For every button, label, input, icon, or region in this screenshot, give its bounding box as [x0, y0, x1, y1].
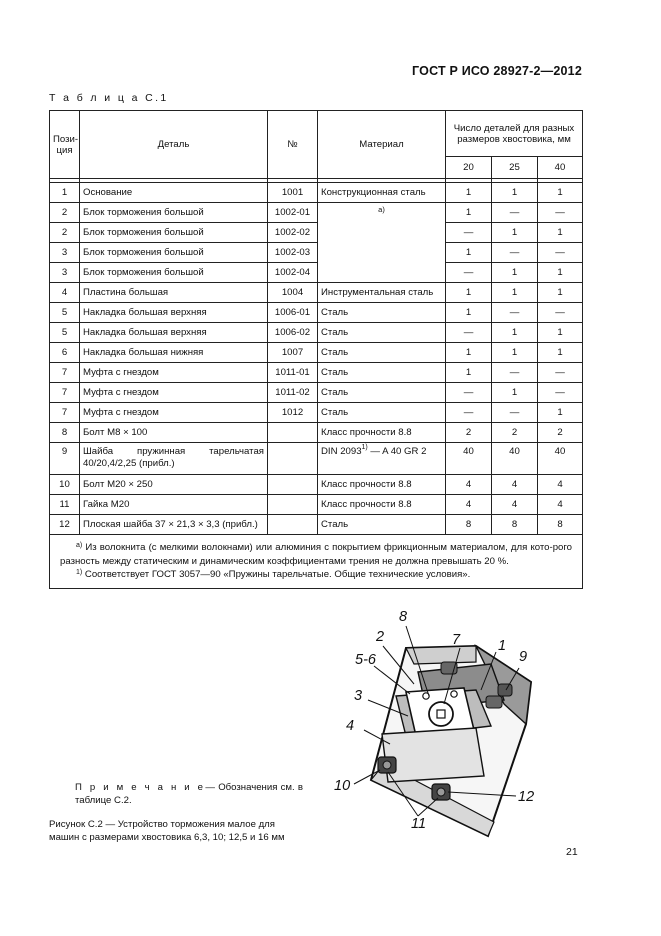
callout-label: 12 [518, 789, 535, 805]
header-count-group: Число деталей для разных размеров хвостовика, мм [446, 111, 583, 157]
table-row [50, 323, 583, 343]
cell-count-20: 4 [446, 475, 492, 495]
table-row [50, 283, 583, 303]
cell-position: 3 [50, 243, 80, 263]
cell-material: Сталь [318, 343, 446, 363]
cell-part: Муфта с гнездом [80, 363, 268, 383]
cell-part: Болт М20 × 250 [80, 475, 268, 495]
cell-count-40: 1 [538, 283, 583, 303]
footnote-1 [60, 568, 572, 582]
cell-material: Сталь [318, 363, 446, 383]
cell-count-20: 1 [446, 363, 492, 383]
table-row [50, 475, 583, 495]
cell-part: Болт М8 × 100 [80, 423, 268, 443]
cell-count-25: 1 [492, 283, 538, 303]
footnote-a-text: Из волокнита (с мелкими волокнами) или алюминия с покрытием фрикционным материалом, для кото-рого разность между статическим и динамическим коэффициентами трения не должна превышать 20 %. [60, 542, 572, 567]
cell-count-25: — [492, 403, 538, 423]
cell-count-25: 1 [492, 263, 538, 283]
footnote-1-text: Соответствует ГОСТ 3057—90 «Пружины тарельчатые. Общие технические условия». [84, 569, 471, 580]
cell-position: 8 [50, 423, 80, 443]
cell-part: Пластина большая [80, 283, 268, 303]
cell-number: 1002-01 [268, 203, 318, 223]
cell-position: 7 [50, 403, 80, 423]
header-number: № [268, 111, 318, 179]
cell-count-40: 1 [538, 323, 583, 343]
cell-number: 1006-01 [268, 303, 318, 323]
cell-count-25: 2 [492, 423, 538, 443]
cell-count-25: 40 [492, 443, 538, 475]
cell-count-20: — [446, 323, 492, 343]
cell-part: Блок торможения большой [80, 203, 268, 223]
parts-table [49, 110, 583, 589]
cell-material: Класс прочности 8.8 [318, 495, 446, 515]
cell-count-25: 4 [492, 495, 538, 515]
cell-count-40: 1 [538, 403, 583, 423]
cell-count-25: 1 [492, 223, 538, 243]
cell-position: 5 [50, 303, 80, 323]
cell-number: 1011-02 [268, 383, 318, 403]
cell-material: Сталь [318, 303, 446, 323]
cell-count-40: — [538, 303, 583, 323]
cell-count-20: 40 [446, 443, 492, 475]
cell-number [268, 515, 318, 535]
header-size-20: 20 [446, 157, 492, 179]
cell-position: 4 [50, 283, 80, 303]
cell-count-40: 4 [538, 495, 583, 515]
cell-part: Шайба пружинная тарельчатая 40/20,4/2,25 (прибл.) [80, 443, 268, 475]
cell-count-25: 4 [492, 475, 538, 495]
braking-device-figure [326, 604, 570, 844]
material-tail: — A 40 GR 2 [367, 446, 427, 457]
cell-part: Накладка большая верхняя [80, 323, 268, 343]
cell-count-40: — [538, 203, 583, 223]
cell-count-20: — [446, 383, 492, 403]
table-row [50, 183, 583, 203]
cell-count-40: 1 [538, 223, 583, 243]
header-position: Пози- ция [50, 111, 80, 179]
cell-material: Класс прочности 8.8 [318, 423, 446, 443]
cell-number: 1002-02 [268, 223, 318, 243]
cell-count-25: 1 [492, 323, 538, 343]
note-text: — Обозначения см. в таблице С.2. [75, 782, 303, 806]
cell-position: 3 [50, 263, 80, 283]
cell-count-25: 1 [492, 183, 538, 203]
cell-number: 1011-01 [268, 363, 318, 383]
header-size-25: 25 [492, 157, 538, 179]
nut [498, 684, 512, 696]
table-row [50, 495, 583, 515]
cell-position: 5 [50, 323, 80, 343]
cell-number: 1004 [268, 283, 318, 303]
cell-count-40: — [538, 243, 583, 263]
cell-number [268, 495, 318, 515]
table-row [50, 223, 583, 243]
cell-count-40: — [538, 383, 583, 403]
cell-material [318, 443, 446, 475]
callout-label: 5-6 [355, 652, 376, 668]
socket-square [437, 710, 445, 718]
cell-count-40: 1 [538, 263, 583, 283]
callout-label: 7 [452, 632, 461, 648]
cell-material: Сталь [318, 403, 446, 423]
cell-count-20: — [446, 223, 492, 243]
table-row [50, 443, 583, 475]
header-size-40: 40 [538, 157, 583, 179]
cell-count-20: 1 [446, 343, 492, 363]
cell-count-25: 8 [492, 515, 538, 535]
footnote-1-mark: 1) [76, 569, 83, 576]
table-row [50, 423, 583, 443]
cell-position: 7 [50, 363, 80, 383]
cell-count-25: — [492, 303, 538, 323]
callout-label: 1 [498, 638, 507, 654]
cell-part: Накладка большая верхняя [80, 303, 268, 323]
cell-count-25: — [492, 363, 538, 383]
table-row [50, 403, 583, 423]
callout-label: 3 [354, 688, 363, 704]
cell-count-40: 1 [538, 343, 583, 363]
cell-part: Блок торможения большой [80, 243, 268, 263]
cell-material: Конструкционная сталь [318, 183, 446, 203]
document-header: ГОСТ Р ИСО 28927-2—2012 [412, 64, 582, 78]
callout-label: 9 [519, 649, 528, 665]
figure-caption: Рисунок С.2 — Устройство торможения малое для машин с размерами хвостовика 6,3, 10; 12,5 и 16 мм [49, 819, 285, 843]
cell-material: Сталь [318, 383, 446, 403]
callout-label: 2 [376, 629, 385, 645]
cell-number: 1006-02 [268, 323, 318, 343]
footnote-a-mark: а) [76, 542, 83, 549]
cell-position: 9 [50, 443, 80, 475]
cell-material-footnote-ref: а) [318, 203, 446, 283]
cell-number [268, 475, 318, 495]
table-footnotes [50, 535, 583, 589]
cell-count-40: 1 [538, 183, 583, 203]
cell-position: 2 [50, 203, 80, 223]
cell-number: 1007 [268, 343, 318, 363]
front-block [382, 728, 484, 782]
note-label: П р и м е ч а н и е [75, 782, 206, 793]
table-caption: Т а б л и ц а С.1 [49, 92, 169, 104]
callout-label: 10 [334, 778, 351, 794]
footnote-a [60, 541, 572, 568]
nut-thread [437, 788, 445, 796]
cell-position: 7 [50, 383, 80, 403]
cell-count-20: — [446, 403, 492, 423]
note [75, 781, 303, 807]
cell-part: Гайка М20 [80, 495, 268, 515]
cell-count-20: 8 [446, 515, 492, 535]
cell-part: Блок торможения большой [80, 263, 268, 283]
table-row [50, 203, 583, 223]
cell-count-25: — [492, 203, 538, 223]
cell-count-25: 1 [492, 383, 538, 403]
cell-position: 1 [50, 183, 80, 203]
cell-part: Накладка большая нижняя [80, 343, 268, 363]
table-row [50, 243, 583, 263]
cell-count-20: 1 [446, 183, 492, 203]
page-number: 21 [566, 846, 578, 858]
callout-label: 11 [411, 816, 427, 832]
cell-count-40: 2 [538, 423, 583, 443]
cell-part: Муфта с гнездом [80, 383, 268, 403]
cell-material: Сталь [318, 323, 446, 343]
cell-position: 2 [50, 223, 80, 243]
cell-position: 6 [50, 343, 80, 363]
nut-thread [383, 761, 391, 769]
cell-material: Класс прочности 8.8 [318, 475, 446, 495]
cell-part: Муфта с гнездом [80, 403, 268, 423]
cell-number: 1002-04 [268, 263, 318, 283]
cell-position: 12 [50, 515, 80, 535]
cell-count-20: 1 [446, 283, 492, 303]
cell-count-20: 1 [446, 243, 492, 263]
cell-part: Основание [80, 183, 268, 203]
bolt-head-small [451, 691, 457, 697]
cell-number [268, 423, 318, 443]
cell-number: 1012 [268, 403, 318, 423]
table-footnotes-row [50, 535, 583, 589]
callout-label: 4 [346, 718, 355, 734]
cell-material: Сталь [318, 515, 446, 535]
material-main: DIN 2093 [321, 446, 362, 457]
table-row [50, 263, 583, 283]
cell-count-25: — [492, 243, 538, 263]
cell-count-40: 8 [538, 515, 583, 535]
table-row [50, 303, 583, 323]
material-footnote-ref: 1) [361, 444, 368, 451]
cell-count-20: 2 [446, 423, 492, 443]
header-part: Деталь [80, 111, 268, 179]
cell-number [268, 443, 318, 475]
cell-count-20: — [446, 263, 492, 283]
cell-position: 11 [50, 495, 80, 515]
nut [486, 696, 502, 708]
cell-part: Блок торможения большой [80, 223, 268, 243]
cell-number: 1001 [268, 183, 318, 203]
base-back-wall [406, 646, 476, 664]
cell-count-40: 4 [538, 475, 583, 495]
cell-count-20: 1 [446, 203, 492, 223]
table-row [50, 515, 583, 535]
cell-material: Инструментальная сталь [318, 283, 446, 303]
cell-number: 1002-03 [268, 243, 318, 263]
cell-count-40: — [538, 363, 583, 383]
cell-part: Плоская шайба 37 × 21,3 × 3,3 (прибл.) [80, 515, 268, 535]
cell-position: 10 [50, 475, 80, 495]
header-material: Материал [318, 111, 446, 179]
cell-count-20: 4 [446, 495, 492, 515]
callout-label: 8 [399, 609, 408, 625]
table-row [50, 383, 583, 403]
table-row [50, 343, 583, 363]
cell-count-20: 1 [446, 303, 492, 323]
cell-count-40: 40 [538, 443, 583, 475]
table-row [50, 363, 583, 383]
cell-count-25: 1 [492, 343, 538, 363]
